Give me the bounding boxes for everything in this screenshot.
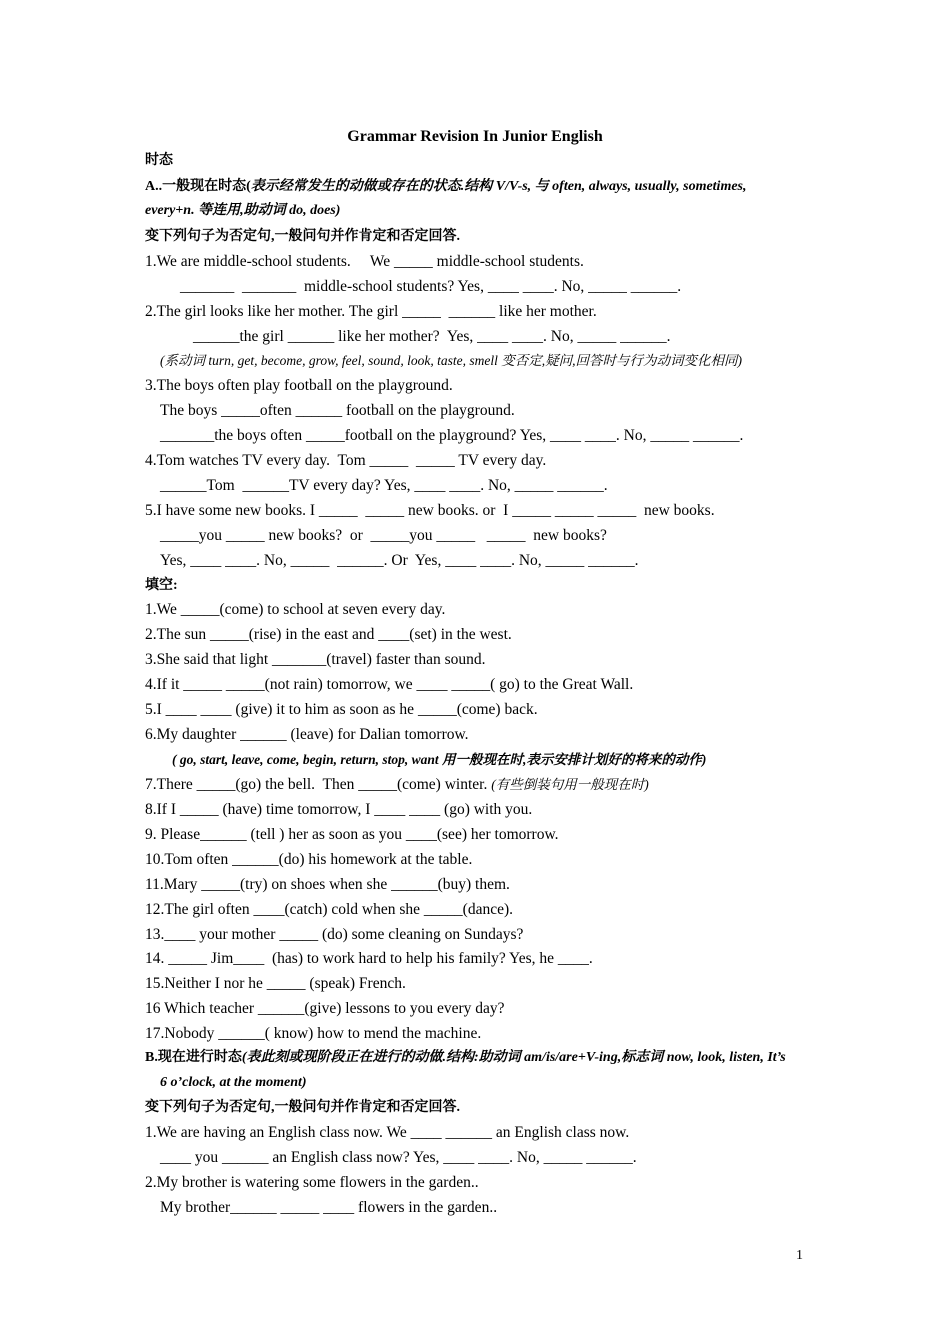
text-line: 2.My brother is watering some flowers in the garden..	[145, 1174, 479, 1191]
text-line: 2.The girl looks like her mother. The girl _____ ______ like her mother.	[145, 303, 597, 320]
text-line: ( go, start, leave, come, begin, return, stop, want 用一般现在时,表示安排计划好的将来的动作)	[172, 752, 707, 767]
text-span: B.现在进行时态	[145, 1050, 242, 1065]
text-line: 3.The boys often play football on the playground.	[145, 377, 453, 394]
text-line: 13.____ your mother _____ (do) some cleaning on Sundays?	[145, 926, 524, 943]
text-line: 5.I ____ ____ (give) it to him as soon as he _____(come) back.	[145, 701, 538, 718]
text-line: _______ _______ middle-school students? Yes, ____ ____. No, _____ ______.	[180, 278, 682, 295]
text-line	[145, 775, 649, 795]
text-span: 7.There _____(go) the bell. Then _____(come) winter.	[145, 776, 492, 793]
text-line: 1.We _____(come) to school at seven every day.	[145, 601, 446, 618]
text-line: 4.If it _____ _____(not rain) tomorrow, we ____ _____( go) to the Great Wall.	[145, 676, 634, 693]
text-line: 1.We are having an English class now. We ____ ______ an English class now.	[145, 1124, 630, 1141]
text-span: every+n. 等连用,助动词 do, does)	[145, 203, 341, 218]
text-span: 6 o’clock, at the moment)	[160, 1075, 307, 1090]
text-line: 3.She said that light _______(travel) faster than sound.	[145, 651, 486, 668]
text-line	[145, 1048, 786, 1068]
text-line: 15.Neither I nor he _____ (speak) French.	[145, 975, 406, 992]
text-line: 16 Which teacher ______(give) lessons to you every day?	[145, 1000, 505, 1017]
text-line: 变下列句子为否定句,一般问句并作肯定和否定回答.	[145, 229, 460, 244]
document-title: Grammar Revision In Junior English	[347, 128, 603, 145]
text-line: 11.Mary _____(try) on shoes when she ______(buy) them.	[145, 876, 510, 893]
text-line: 时态	[145, 153, 173, 168]
text-line	[160, 1073, 307, 1093]
text-line: 9. Please______ (tell ) her as soon as you ____(see) her tomorrow.	[145, 826, 559, 843]
text-line: My brother______ _____ ____ flowers in the garden..	[160, 1199, 498, 1216]
text-line: _____you _____ new books? or _____you _____ _____ new books?	[160, 527, 607, 544]
text-line: 1.We are middle-school students. We _____ middle-school students.	[145, 253, 584, 270]
text-line: 填空:	[145, 578, 178, 593]
text-span: 表示经常发生的动做或存在的状态.结构 V/V-s, 与 often, always, usually, sometimes,	[250, 179, 747, 194]
text-line: (系动词 turn, get, become, grow, feel, sound, look, taste, smell 变否定,疑问,回答时与行为动词变化相同)	[160, 353, 742, 368]
text-span: A..一般现在时态(	[145, 179, 251, 194]
text-line: ____ you ______ an English class now? Yes, ____ ____. No, _____ ______.	[160, 1149, 637, 1166]
text-line: 5.I have some new books. I _____ _____ new books. or I _____ _____ _____ new books.	[145, 502, 715, 519]
text-line: 6.My daughter ______ (leave) for Dalian tomorrow.	[145, 726, 469, 743]
text-line: Yes, ____ ____. No, _____ ______. Or Yes, ____ ____. No, _____ ______.	[160, 552, 639, 569]
text-line: 12.The girl often ____(catch) cold when she _____(dance).	[145, 901, 513, 918]
text-line: The boys _____often ______ football on the playground.	[160, 402, 515, 419]
text-line: 14. _____ Jim____ (has) to work hard to help his family? Yes, he ____.	[145, 950, 593, 967]
text-span: (有些倒装句用一般现在时)	[491, 777, 649, 792]
text-line: 8.If I _____ (have) time tomorrow, I ____ ____ (go) with you.	[145, 801, 533, 818]
text-line: 4.Tom watches TV every day. Tom _____ _____ TV every day.	[145, 452, 547, 469]
text-line: ______Tom ______TV every day? Yes, ____ ____. No, _____ ______.	[160, 477, 608, 494]
text-line: _______the boys often _____football on the playground? Yes, ____ ____. No, _____ ______.	[160, 427, 744, 444]
text-span: (表此刻或现阶段正在进行的动做.结构:助动词 am/is/are+V-ing,标志词 now, look, listen, It’s	[241, 1050, 786, 1065]
text-line: 2.The sun _____(rise) in the east and ____(set) in the west.	[145, 626, 512, 643]
page-number: 1	[796, 1248, 803, 1263]
text-line: 10.Tom often ______(do) his homework at the table.	[145, 851, 473, 868]
text-line: 变下列句子为否定句,一般问句并作肯定和否定回答.	[145, 1100, 460, 1115]
text-line: 17.Nobody ______( know) how to mend the machine.	[145, 1025, 482, 1042]
text-line	[145, 201, 340, 221]
text-line	[145, 177, 747, 197]
text-line: ______the girl ______ like her mother? Yes, ____ ____. No, _____ ______.	[193, 328, 671, 345]
